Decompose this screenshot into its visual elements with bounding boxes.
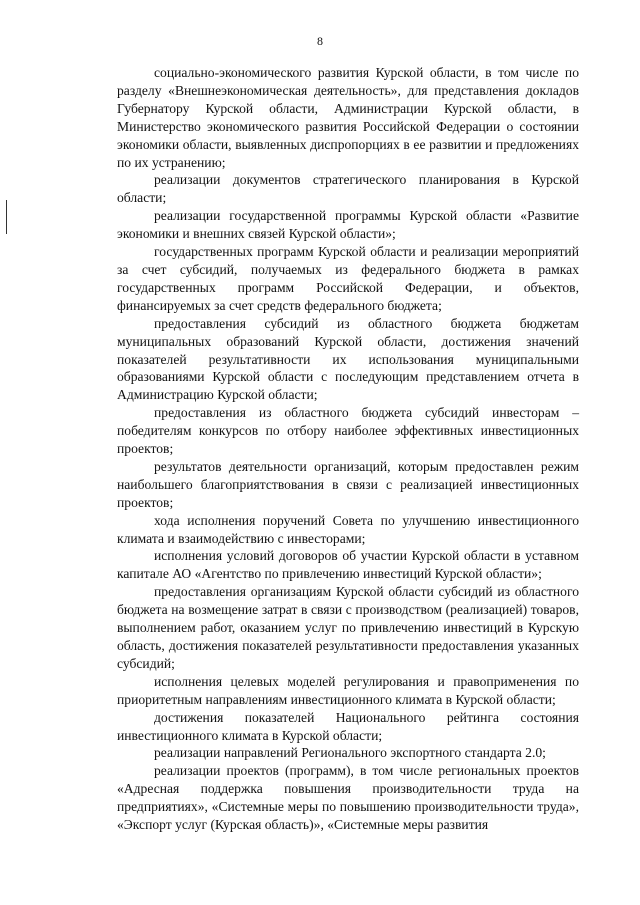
paragraph: реализации проектов (программ), в том числе региональных проектов «Адресная поддержка повышения производительности труда на предприятиях», «Системные меры по повышению производительности труда», «Экспорт услуг (Курская область)», «Системные меры развития xyxy=(117,763,579,833)
paragraph: результатов деятельности организаций, которым предоставлен режим наибольшего благоприятствования в связи с реализацией инвестиционных проектов; xyxy=(117,458,579,510)
paragraph: предоставления субсидий из областного бюджета бюджетам муниципальных образований Курской области, достижения значений показателей результативности их использования муниципальными образованиями Курской области с последующим представлением отчета в Администрацию Курской области; xyxy=(117,315,579,403)
paragraph: достижения показателей Национального рейтинга состояния инвестиционного климата в Курской области; xyxy=(117,709,579,743)
paragraph: хода исполнения поручений Совета по улучшению инвестиционного климата и взаимодействию с инвесторами; xyxy=(117,512,579,546)
paragraph: исполнения целевых моделей регулирования и правоприменения по приоритетным направлениям инвестиционного климата в Курской области; xyxy=(117,673,579,707)
paragraph: социально-экономического развития Курской области, в том числе по разделу «Внешнеэкономическая деятельность», для представления докладов Губернатору Курской области, Администрации Курской области, в Министерство экономического развития Российской Федерации о состоянии экономики области, выявленных диспропорциях в ее развитии и предложениях по их устранению; xyxy=(117,65,579,170)
page-number: 8 xyxy=(317,34,323,48)
paragraph: реализации государственной программы Курской области «Развитие экономики и внешних связей Курской области»; xyxy=(117,208,579,242)
paragraph: исполнения условий договоров об участии Курской области в уставном капитале АО «Агентство по привлечению инвестиций Курской области»; xyxy=(117,548,579,582)
paragraph: предоставления из областного бюджета субсидий инвесторам – победителям конкурсов по отбору наиболее эффективных инвестиционных проектов; xyxy=(117,405,579,457)
document-body xyxy=(117,64,579,834)
paragraph: предоставления организациям Курской области субсидий из областного бюджета на возмещение затрат в связи с производством (реализацией) товаров, выполнением работ, оказанием услуг по привлечению инвестиций в Курскую область, достижения показателей результативности предоставления указанных субсидий; xyxy=(117,584,579,671)
paragraph: реализации документов стратегического планирования в Курской области; xyxy=(117,172,579,206)
paragraph: государственных программ Курской области и реализации мероприятий за счет субсидий, получаемых из федерального бюджета в рамках государственных программ Российской Федерации, и объектов, финансируемых за счет средств федерального бюджета; xyxy=(117,244,579,313)
margin-mark xyxy=(6,200,7,234)
paragraph: реализации направлений Регионального экспортного стандарта 2.0; xyxy=(154,745,546,761)
